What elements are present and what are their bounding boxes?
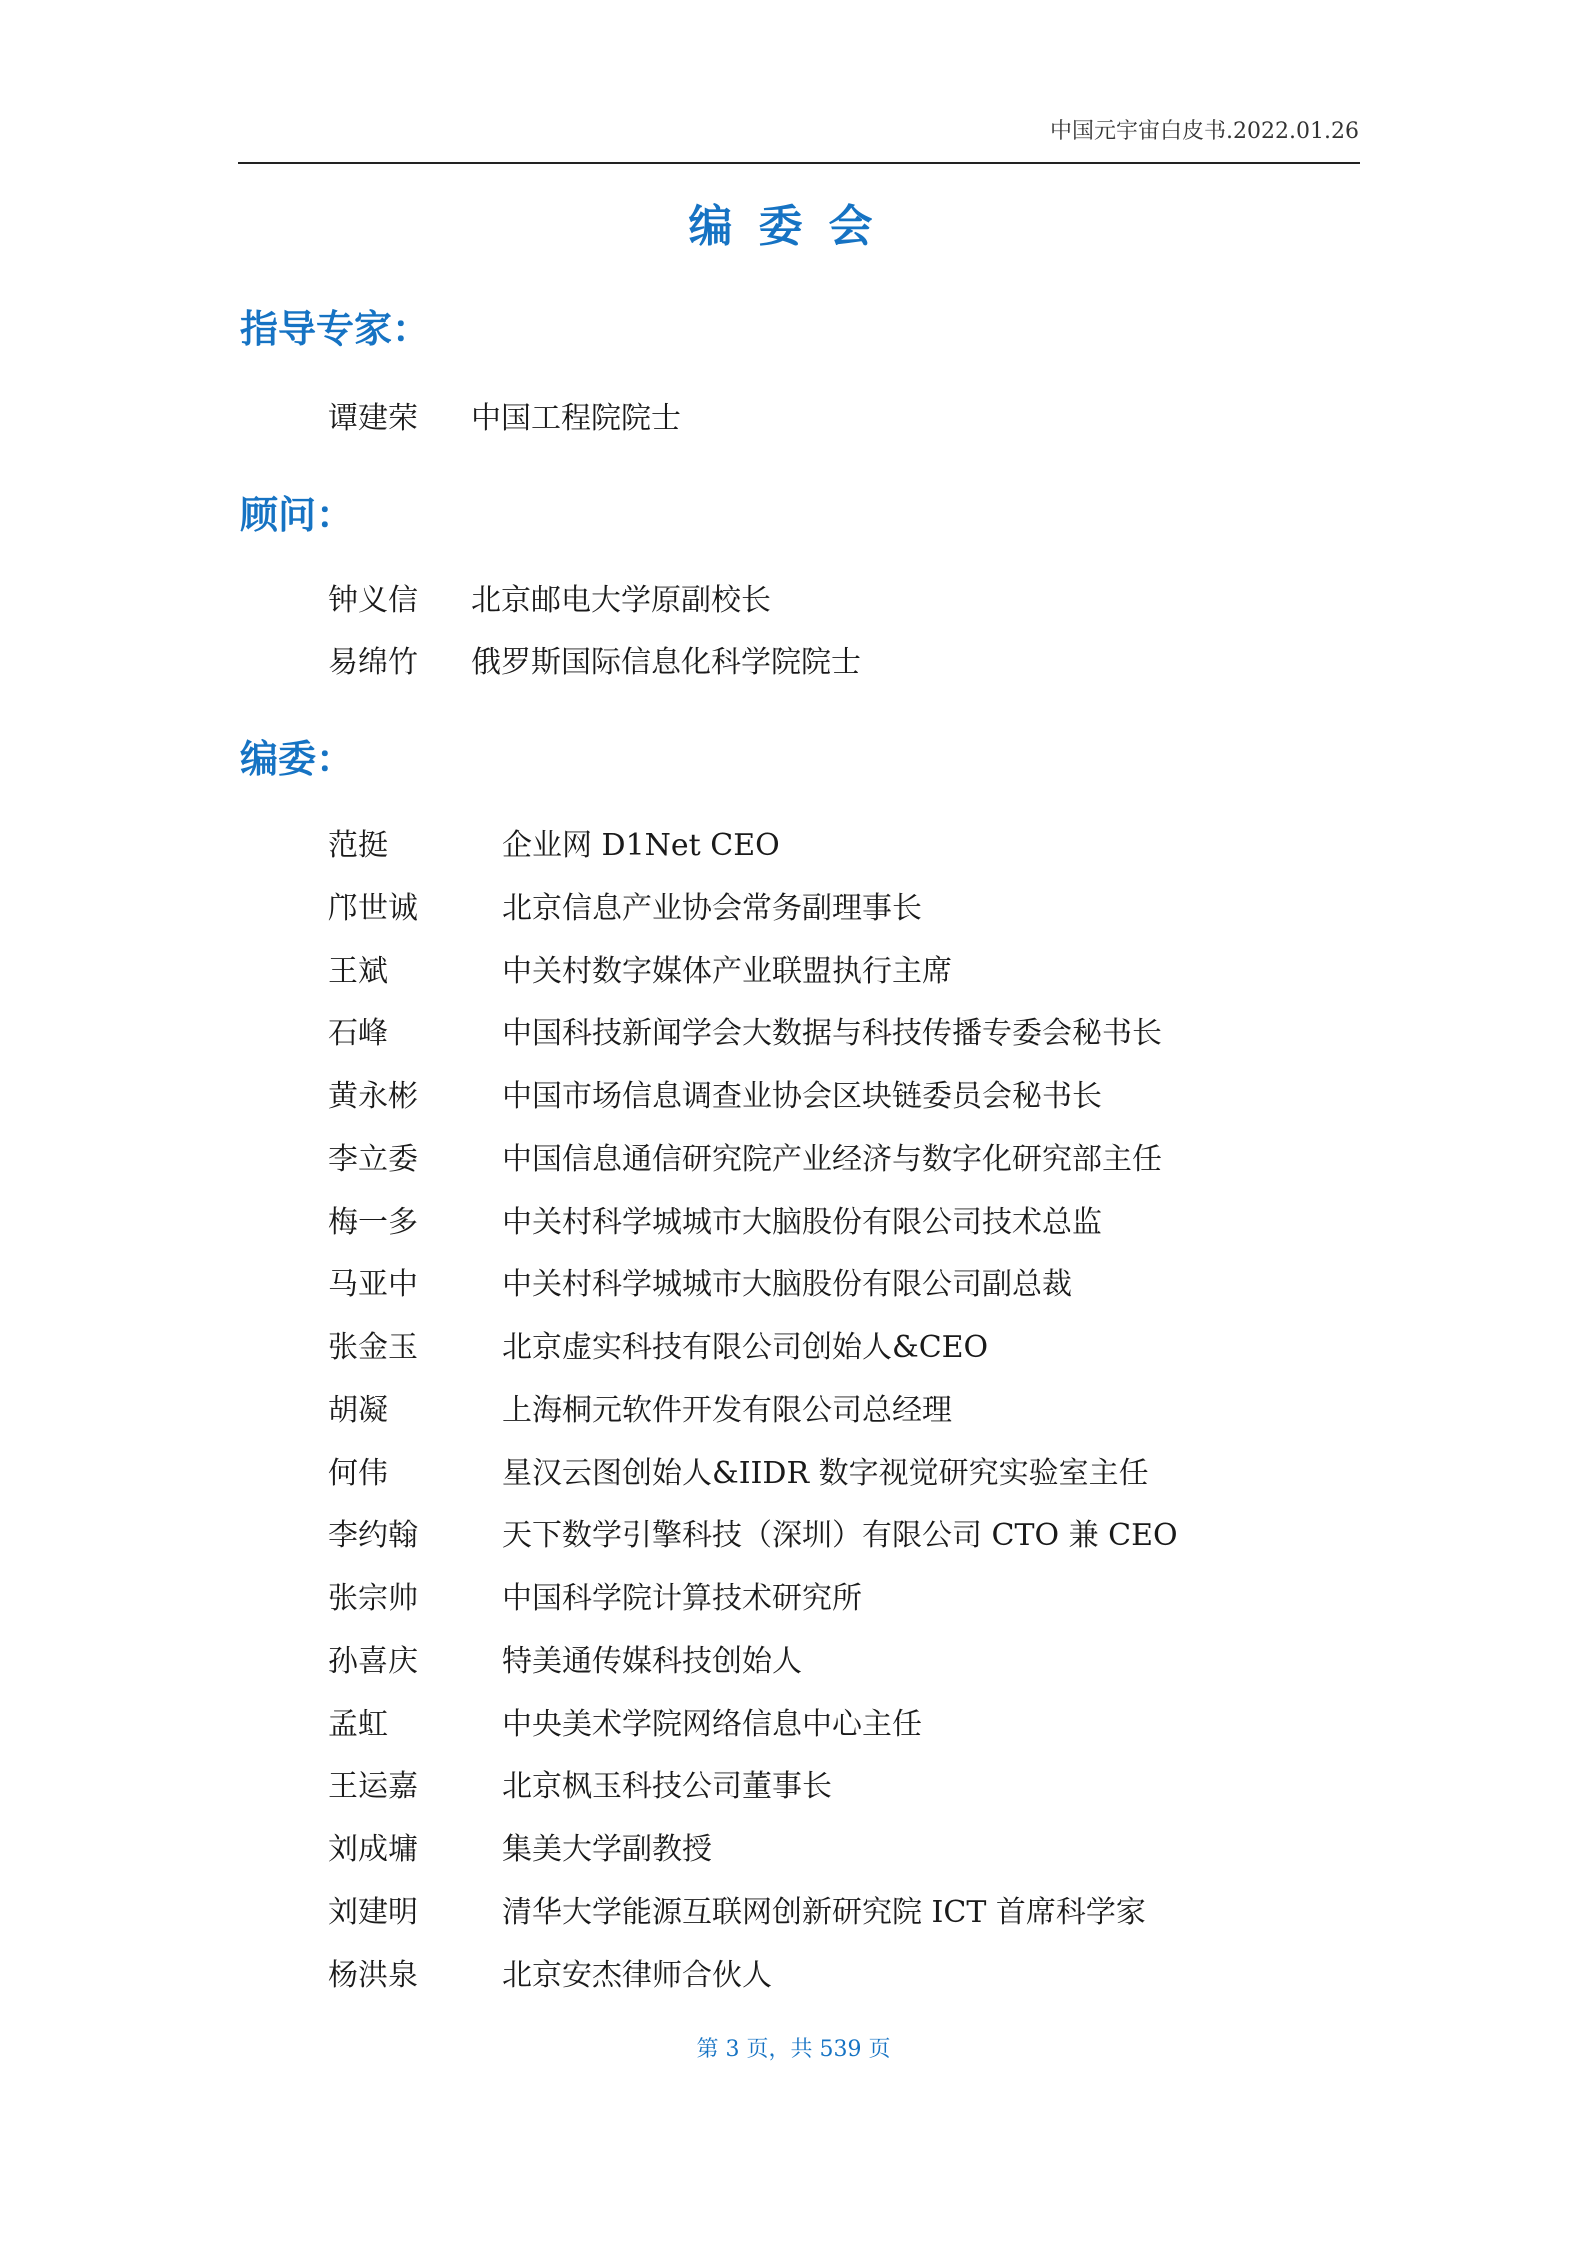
member-name: 易绵竹	[328, 645, 418, 680]
member-name: 钟义信	[328, 583, 418, 618]
member-row	[328, 1954, 772, 1998]
member-title: 北京安杰律师合伙人	[502, 1958, 772, 1993]
member-name: 谭建荣	[328, 401, 418, 436]
member-row	[328, 1891, 1146, 1935]
member-title: 俄罗斯国际信息化科学院院士	[471, 645, 861, 680]
member-title: 中央美术学院网络信息中心主任	[502, 1707, 922, 1742]
member-name: 孙喜庆	[328, 1644, 418, 1679]
member-row	[328, 397, 681, 441]
member-name: 杨洪泉	[328, 1958, 418, 1993]
member-row	[328, 1514, 1178, 1558]
member-name: 王斌	[328, 954, 388, 989]
member-row	[328, 950, 952, 994]
member-row	[328, 641, 861, 685]
member-name: 范挺	[328, 828, 388, 863]
member-row	[328, 1012, 1162, 1056]
member-name: 胡凝	[328, 1393, 388, 1428]
member-name: 孟虹	[328, 1707, 388, 1742]
member-title: 中关村科学城城市大脑股份有限公司技术总监	[502, 1205, 1102, 1240]
member-title: 中关村数字媒体产业联盟执行主席	[502, 954, 952, 989]
member-title: 特美通传媒科技创始人	[502, 1644, 802, 1679]
header-divider	[238, 162, 1360, 164]
member-row	[328, 1828, 712, 1872]
page-number: 第 3 页，共 539 页	[696, 2037, 891, 2062]
member-row	[328, 579, 771, 623]
member-title: 北京枫玉科技公司董事长	[502, 1769, 832, 1804]
member-title: 集美大学副教授	[502, 1832, 712, 1867]
member-row	[328, 1765, 832, 1809]
member-title: 中国科技新闻学会大数据与科技传播专委会秘书长	[502, 1016, 1162, 1051]
section-heading-guidance: 指导专家：	[240, 307, 431, 351]
member-name: 王运嘉	[328, 1769, 418, 1804]
running-header: 中国元宇宙白皮书.2022.01.26	[1050, 119, 1359, 144]
section-heading-advisors: 顾问：	[240, 493, 355, 537]
member-title: 中国科学院计算技术研究所	[502, 1581, 862, 1616]
member-name: 刘建明	[328, 1895, 418, 1930]
member-name: 黄永彬	[328, 1079, 418, 1114]
member-name: 马亚中	[328, 1267, 418, 1302]
member-name: 张宗帅	[328, 1581, 418, 1616]
page-title: 编委会	[688, 201, 899, 252]
member-title: 北京虚实科技有限公司创始人&CEO	[502, 1330, 989, 1365]
member-row	[328, 887, 922, 931]
member-name: 张金玉	[328, 1330, 418, 1365]
member-row	[328, 1326, 989, 1370]
member-title: 星汉云图创始人&IIDR 数字视觉研究实验室主任	[502, 1456, 1149, 1491]
member-title: 北京邮电大学原副校长	[471, 583, 771, 618]
member-title: 中关村科学城城市大脑股份有限公司副总裁	[502, 1267, 1072, 1302]
member-row	[328, 1201, 1102, 1245]
member-row	[328, 1703, 922, 1747]
member-row	[328, 1263, 1072, 1307]
member-row	[328, 1138, 1162, 1182]
member-name: 石峰	[328, 1016, 388, 1051]
member-name: 邝世诚	[328, 891, 418, 926]
member-title: 天下数学引擎科技（深圳）有限公司 CTO 兼 CEO	[502, 1518, 1178, 1553]
member-row	[328, 1075, 1102, 1119]
member-name: 李立委	[328, 1142, 418, 1177]
member-name: 李约翰	[328, 1518, 418, 1553]
member-title: 北京信息产业协会常务副理事长	[502, 891, 922, 926]
member-name: 刘成墉	[328, 1832, 418, 1867]
member-title: 清华大学能源互联网创新研究院 ICT 首席科学家	[502, 1895, 1146, 1930]
member-name: 何伟	[328, 1456, 388, 1491]
member-row	[328, 1389, 952, 1433]
member-title: 中国市场信息调查业协会区块链委员会秘书长	[502, 1079, 1102, 1114]
member-title: 企业网 D1Net CEO	[502, 828, 780, 863]
member-name: 梅一多	[328, 1205, 418, 1240]
member-row	[328, 824, 780, 868]
member-title: 上海桐元软件开发有限公司总经理	[502, 1393, 952, 1428]
section-heading-editors: 编委：	[240, 737, 355, 781]
member-title: 中国信息通信研究院产业经济与数字化研究部主任	[502, 1142, 1162, 1177]
member-row	[328, 1577, 862, 1621]
member-title: 中国工程院院士	[471, 401, 681, 436]
member-row	[328, 1452, 1149, 1496]
member-row	[328, 1640, 802, 1684]
